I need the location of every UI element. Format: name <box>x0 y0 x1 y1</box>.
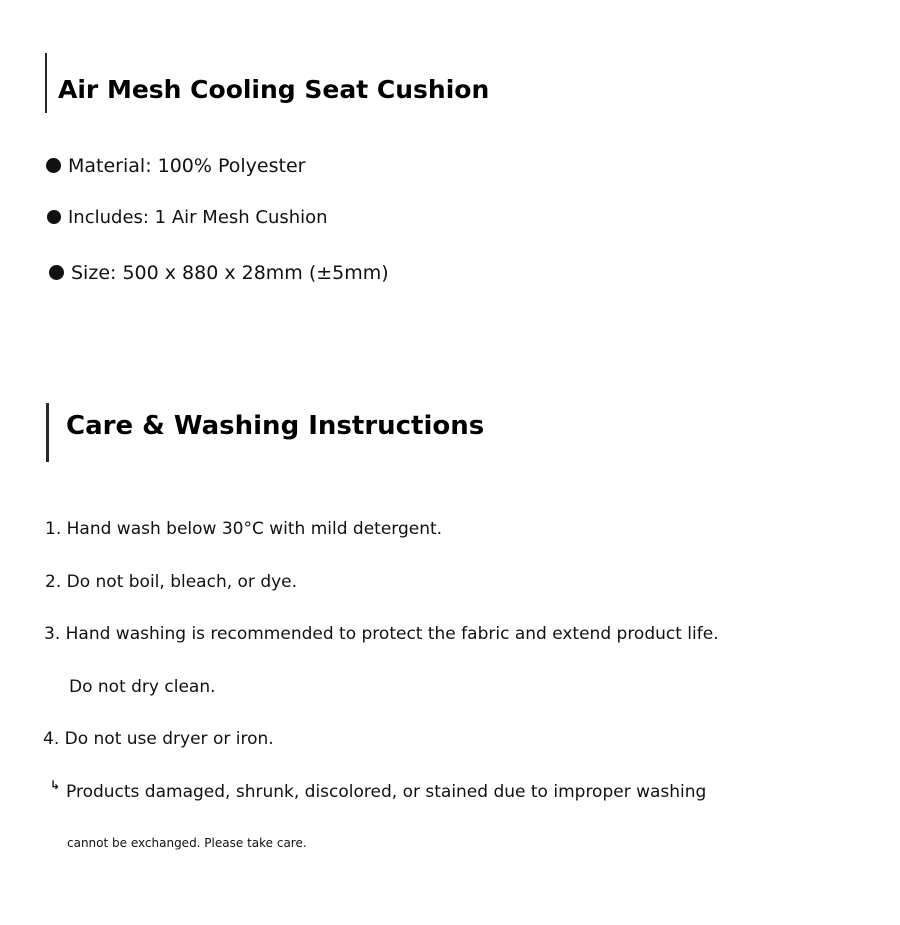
care-notice-fine-print: cannot be exchanged. Please take care. <box>67 836 307 850</box>
spec-item-material <box>46 155 305 177</box>
care-notice: Products damaged, shrunk, discolored, or stained due to improper washing <box>66 782 707 802</box>
spec-item-size <box>49 262 389 284</box>
spec-text: Size: 500 x 880 x 28mm (±5mm) <box>71 262 389 284</box>
bullet-dot-icon <box>49 265 64 280</box>
care-step-3-continued: Do not dry clean. <box>69 677 216 697</box>
care-step-4: 4. Do not use dryer or iron. <box>43 729 274 749</box>
care-step-3: 3. Hand washing is recommended to protect the fabric and extend product life. <box>44 624 719 644</box>
spec-item-includes <box>47 207 328 228</box>
bullet-dot-icon <box>46 158 61 173</box>
care-title: Care & Washing Instructions <box>66 411 485 441</box>
section-accent-bar <box>46 403 49 462</box>
care-step-2: 2. Do not boil, bleach, or dye. <box>45 572 298 592</box>
product-title: Air Mesh Cooling Seat Cushion <box>58 75 490 104</box>
section-accent-bar <box>45 53 47 113</box>
note-arrow-icon: ↳ <box>50 778 61 792</box>
bullet-dot-icon <box>47 210 61 224</box>
spec-text: Material: 100% Polyester <box>68 155 306 177</box>
care-step-1: 1. Hand wash below 30°C with mild detergent. <box>45 519 443 539</box>
spec-text: Includes: 1 Air Mesh Cushion <box>68 207 328 228</box>
